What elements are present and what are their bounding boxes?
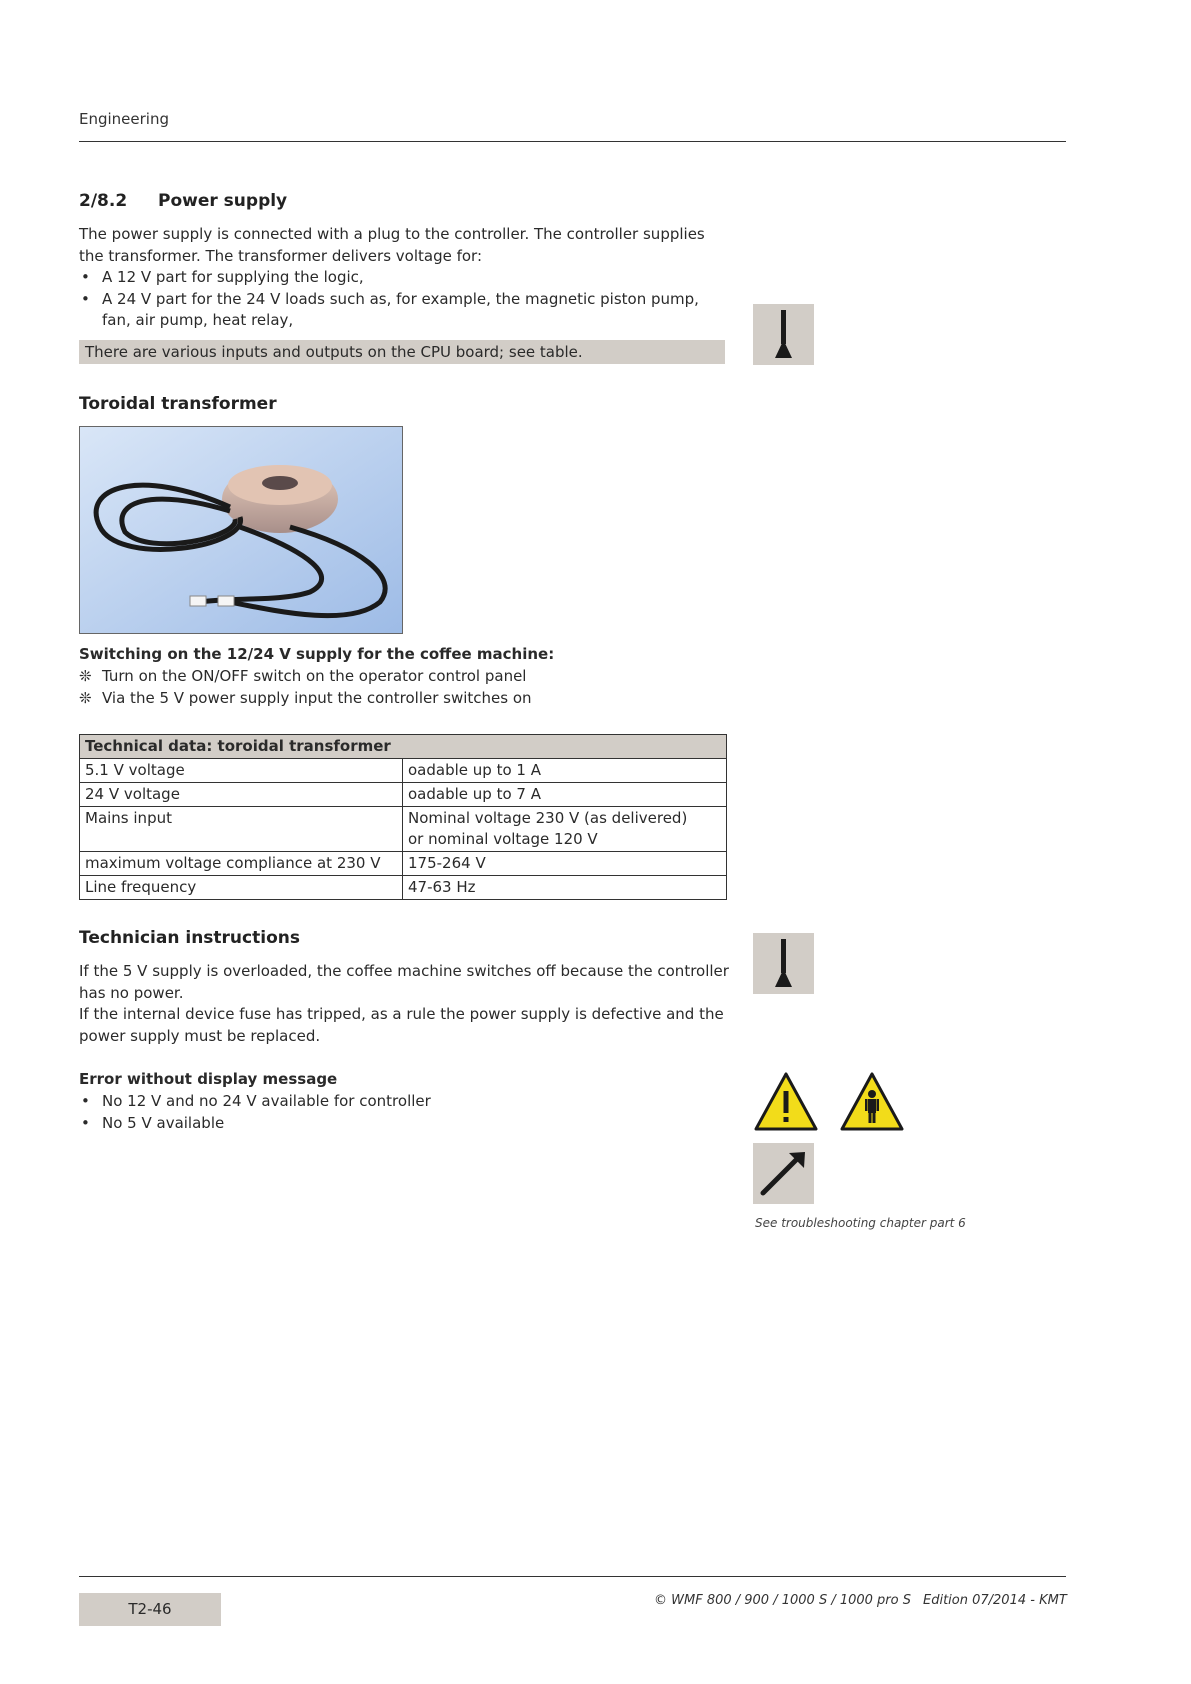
- footer-divider: [79, 1576, 1066, 1577]
- table-cell-label: Mains input: [80, 807, 403, 852]
- list-item: • A 12 V part for supplying the logic,: [79, 267, 729, 289]
- table-row: [80, 807, 727, 852]
- table-row: [80, 852, 727, 876]
- intro-paragraph: The power supply is connected with a plug to the controller. The controller supplies the transformer. The transformer delivers voltage for:: [79, 225, 705, 265]
- step-marker: ❊: [79, 667, 92, 685]
- footer-models: © WMF 800 / 900 / 1000 S / 1000 pro S: [654, 1593, 911, 1608]
- exclamation-icon: [753, 933, 814, 994]
- switching-steps: [79, 666, 699, 709]
- tool-icon: [753, 1143, 814, 1204]
- footer-edition: [654, 1593, 1067, 1608]
- table-cell-value: 47-63 Hz: [403, 876, 727, 900]
- table-cell-value: [403, 807, 727, 852]
- step-text: Via the 5 V power supply input the controller switches on: [102, 688, 532, 707]
- table-cell-label: 24 V voltage: [80, 783, 403, 807]
- section-title-text: Power supply: [158, 191, 288, 211]
- header-divider: [79, 141, 1066, 142]
- instructions-paragraph: If the 5 V supply is overloaded, the coffee machine switches off because the controller has no power.: [79, 962, 729, 1002]
- list-item: • No 5 V available: [79, 1113, 699, 1135]
- instructions-heading: Technician instructions: [79, 928, 300, 948]
- table-cell-line: or nominal voltage 120 V: [408, 830, 598, 848]
- transformer-photo: [79, 426, 403, 634]
- list-item: • No 12 V and no 24 V available for controller: [79, 1091, 699, 1113]
- transformer-heading: Toroidal transformer: [79, 394, 277, 414]
- list-item: • A 24 V part for the 24 V loads such as, for example, the magnetic piston pump, fan, air pump, heat relay,: [79, 289, 729, 332]
- table-header: Technical data: toroidal transformer: [80, 735, 727, 759]
- table-cell-label: Line frequency: [80, 876, 403, 900]
- footer-edition-text: Edition 07/2014 - KMT: [923, 1593, 1067, 1608]
- table-cell-label: maximum voltage compliance at 230 V: [80, 852, 403, 876]
- cpu-board-note: There are various inputs and outputs on the CPU board; see table.: [79, 340, 725, 364]
- error-title: Error without display message: [79, 1070, 338, 1088]
- table-row: [80, 876, 727, 900]
- exclamation-icon: [753, 304, 814, 365]
- table-cell-value: oadable up to 1 A: [403, 759, 727, 783]
- error-bullet-list: [79, 1091, 699, 1134]
- step-text: Turn on the ON/OFF switch on the operator control panel: [102, 667, 527, 685]
- instructions-paragraph: If the internal device fuse has tripped, as a rule the power supply is defective and the power supply must be replaced.: [79, 1005, 724, 1045]
- switching-title: Switching on the 12/24 V supply for the coffee machine:: [79, 645, 555, 663]
- technical-data-table: [79, 734, 727, 900]
- section-number: 2/8.2: [79, 191, 128, 211]
- table-row: [80, 759, 727, 783]
- table-cell-value: oadable up to 7 A: [403, 783, 727, 807]
- page-number: T2-46: [79, 1593, 221, 1626]
- person-warning-icon: [839, 1071, 905, 1133]
- table-cell-label: 5.1 V voltage: [80, 759, 403, 783]
- warning-triangle-icon: [753, 1071, 819, 1133]
- table-cell-value: 175-264 V: [403, 852, 727, 876]
- voltage-bullet-list: [79, 267, 729, 332]
- table-row: [80, 783, 727, 807]
- list-item: [79, 688, 699, 710]
- table-cell-line: Nominal voltage 230 V (as delivered): [408, 809, 688, 827]
- list-item: [79, 666, 699, 688]
- running-header: Engineering: [79, 110, 169, 128]
- step-marker: ❊: [79, 688, 92, 707]
- section-title: [79, 191, 287, 211]
- troubleshooting-reference: See troubleshooting chapter part 6: [755, 1216, 966, 1230]
- instructions-body: [79, 961, 729, 1047]
